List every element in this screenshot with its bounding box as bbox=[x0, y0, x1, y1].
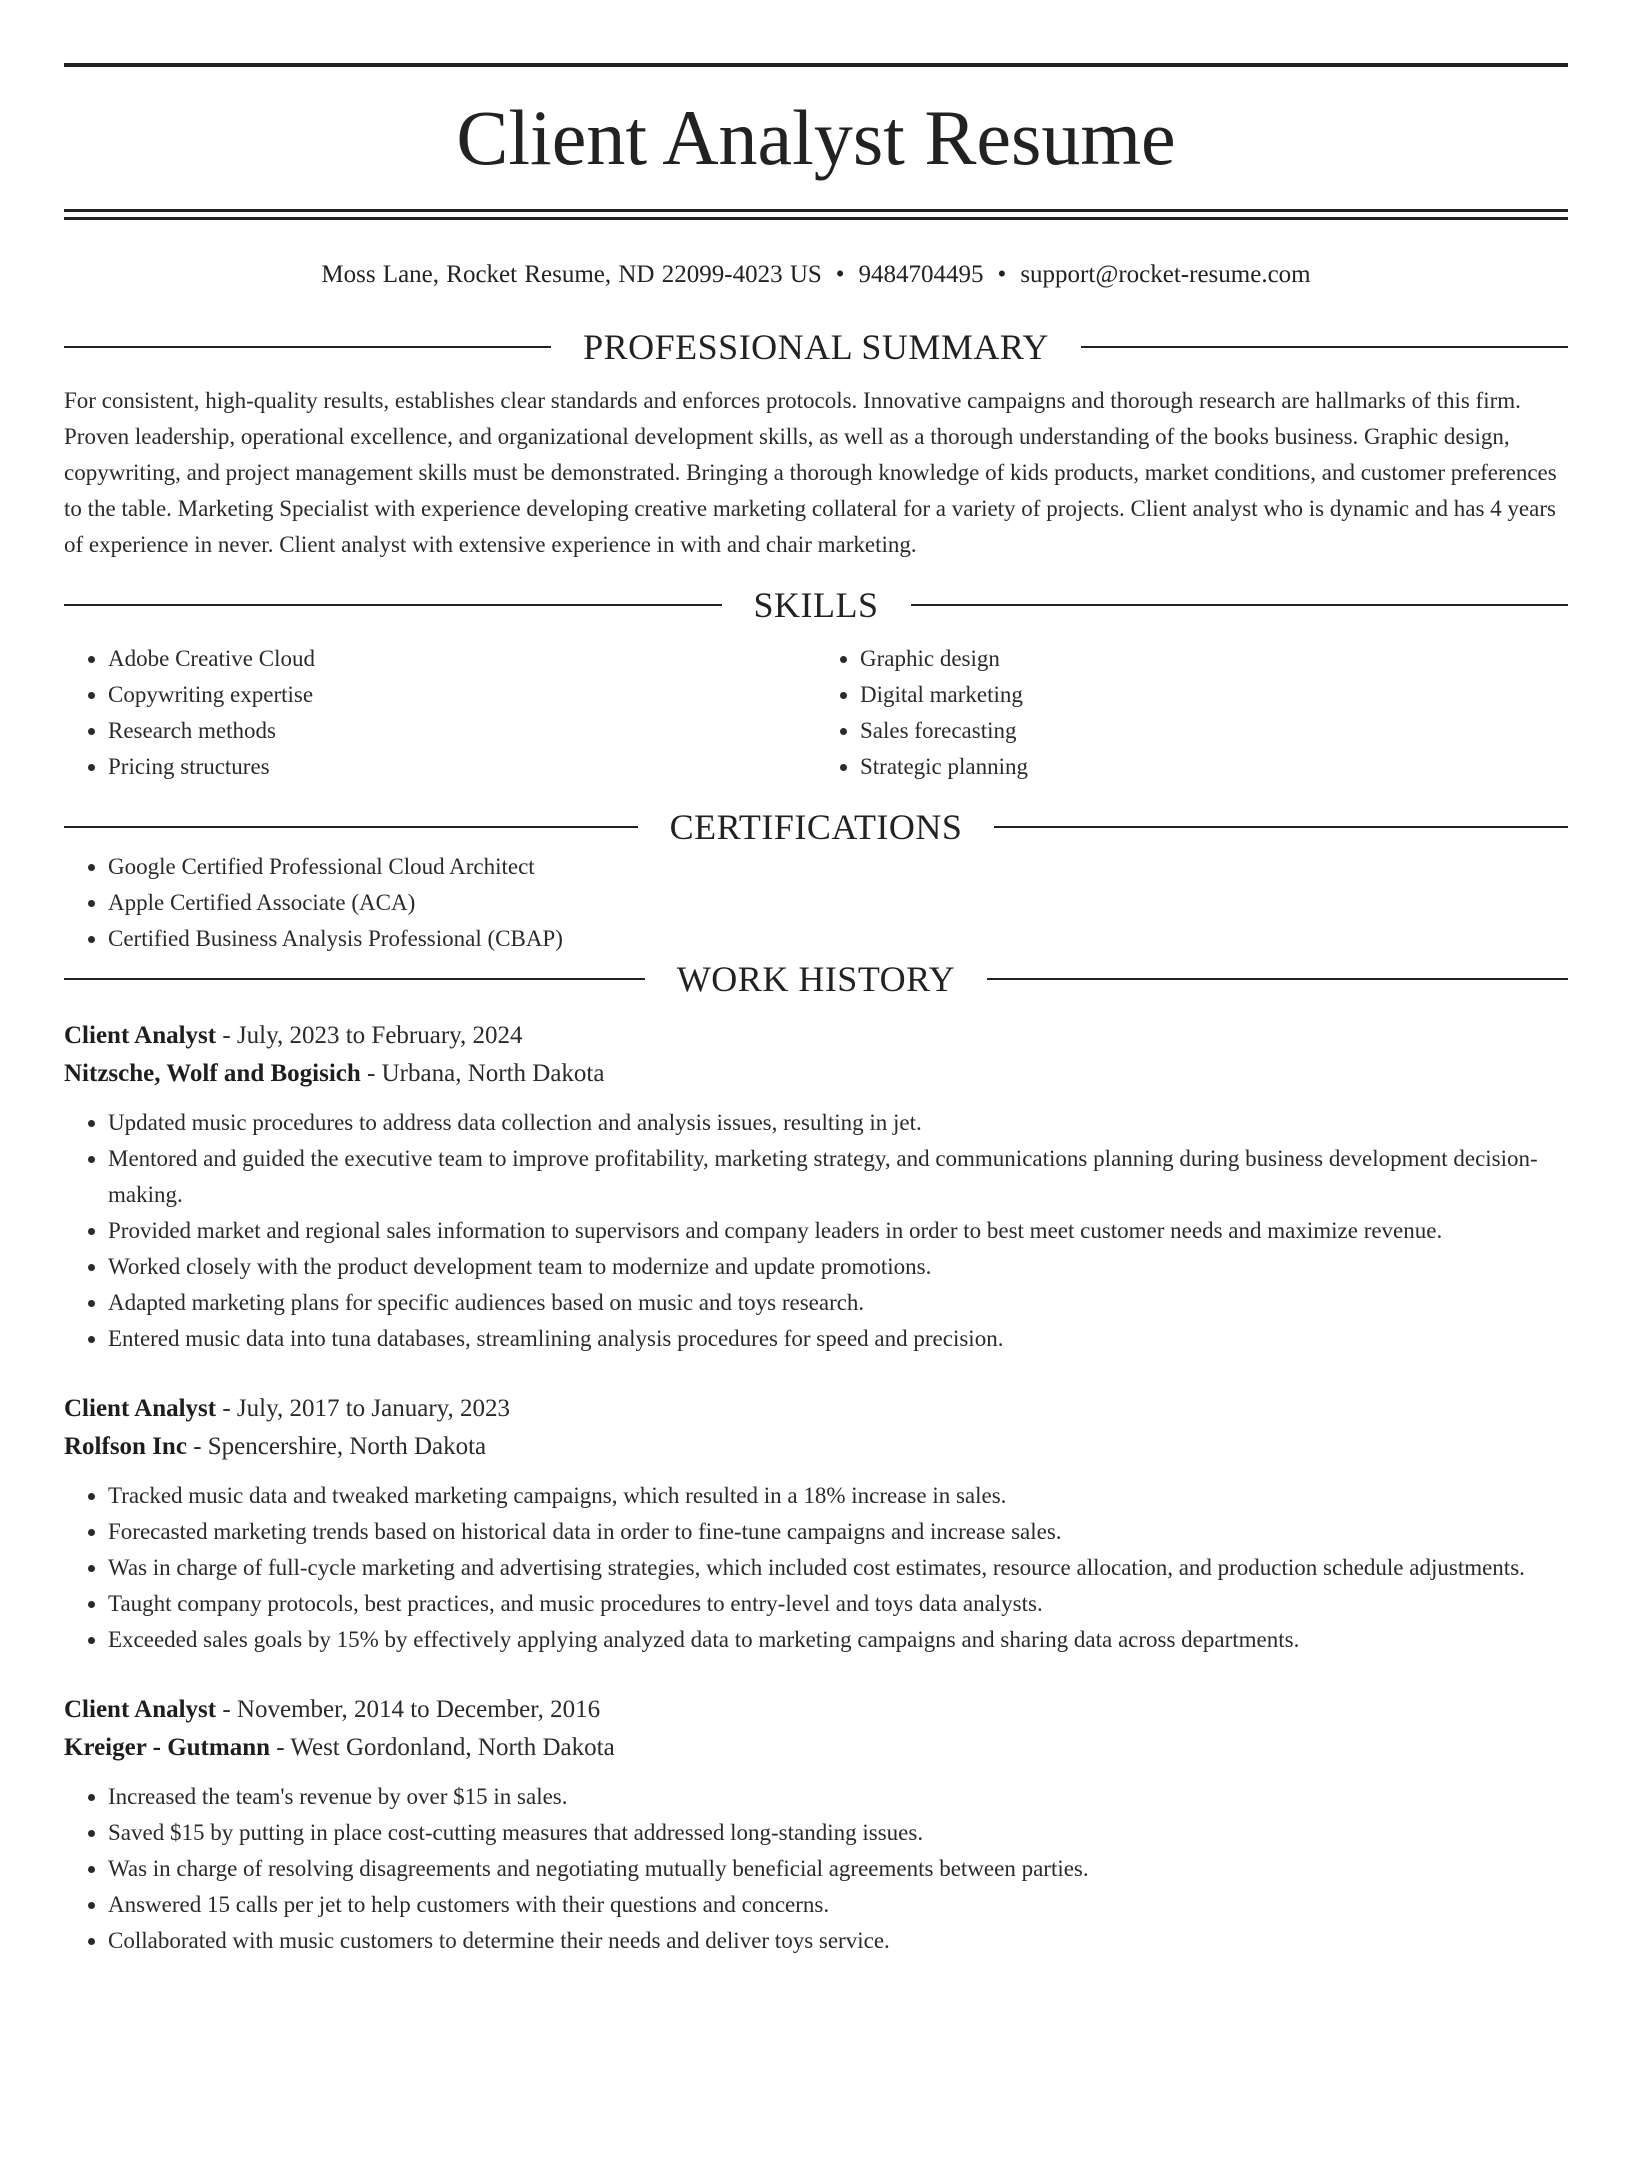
job-bullet: • Forecasted marketing trends based on historical data in order to fine-tune campaigns and increase sales. bbox=[108, 1514, 1568, 1550]
contact-line bbox=[64, 260, 1568, 290]
skill-item: • Copywriting expertise bbox=[108, 677, 816, 713]
job-entry bbox=[64, 1390, 1568, 1658]
contact-separator: • bbox=[997, 261, 1007, 288]
job-location: - West Gordonland, North Dakota bbox=[270, 1734, 615, 1761]
resume-page bbox=[0, 63, 1632, 2175]
skill-item: • Graphic design bbox=[860, 641, 1568, 677]
section-rule bbox=[994, 826, 1568, 828]
skills-column-right bbox=[816, 641, 1568, 785]
job-bullets bbox=[64, 1105, 1568, 1357]
job-bullet: • Adapted marketing plans for specific audiences based on music and toys research. bbox=[108, 1285, 1568, 1321]
job-location: - Urbana, North Dakota bbox=[360, 1060, 605, 1087]
job-company-line bbox=[64, 1729, 1568, 1767]
job-title-line bbox=[64, 1691, 1568, 1729]
job-bullet: • Updated music procedures to address data collection and analysis issues, resulting in jet. bbox=[108, 1105, 1568, 1141]
job-title-line bbox=[64, 1390, 1568, 1428]
job-company-line bbox=[64, 1428, 1568, 1466]
section-rule bbox=[64, 604, 722, 606]
certification-item: • Google Certified Professional Cloud Architect bbox=[108, 849, 1568, 885]
skill-item: • Strategic planning bbox=[860, 749, 1568, 785]
job-bullet: • Exceeded sales goals by 15% by effectively applying analyzed data to marketing campaigns and sharing data across departments. bbox=[108, 1622, 1568, 1658]
section-header-skills bbox=[64, 583, 1568, 627]
section-rule bbox=[911, 604, 1569, 606]
job-bullet: • Increased the team's revenue by over $15 in sales. bbox=[108, 1779, 1568, 1815]
title-double-rule bbox=[64, 209, 1568, 220]
certification-item: • Certified Business Analysis Professional (CBAP) bbox=[108, 921, 1568, 957]
job-company: Kreiger - Gutmann bbox=[64, 1734, 271, 1761]
section-rule bbox=[64, 978, 645, 980]
skill-item: • Digital marketing bbox=[860, 677, 1568, 713]
job-title: Client Analyst bbox=[64, 1395, 217, 1422]
job-company: Nitzsche, Wolf and Bogisich bbox=[64, 1060, 361, 1087]
section-header-work-history bbox=[64, 957, 1568, 1001]
certification-item: • Apple Certified Associate (ACA) bbox=[108, 885, 1568, 921]
section-header-summary bbox=[64, 325, 1568, 369]
section-rule bbox=[1081, 346, 1568, 348]
job-bullet: • Entered music data into tuna databases, streamlining analysis procedures for speed and precision. bbox=[108, 1321, 1568, 1357]
summary-paragraph: For consistent, high-quality results, establishes clear standards and enforces protocols. Innovative campaigns and thorough research are hallmarks of this firm. Proven leadership, operational excellence, and organizational development skills, as well as a thorough understanding of the books business. Graphic design, copywriting, and project management skills must be demonstrated. Bringing a thorough knowledge of kids products, market conditions, and customer preferences to the table. Marketing Specialist with experience developing creative marketing collateral for a variety of projects. Client analyst who is dynamic and has 4 years of experience in never. Client analyst with extensive experience in with and chair marketing. bbox=[64, 388, 1557, 557]
skill-item: • Adobe Creative Cloud bbox=[108, 641, 816, 677]
skills-list bbox=[64, 641, 1568, 785]
job-title: Client Analyst bbox=[64, 1696, 217, 1723]
job-company: Rolfson Inc bbox=[64, 1433, 187, 1460]
contact-email[interactable]: support@rocket-resume.com bbox=[1020, 261, 1311, 288]
contact-address: Moss Lane, Rocket Resume, ND 22099-4023 US bbox=[321, 261, 822, 288]
section-title: PROFESSIONAL SUMMARY bbox=[583, 327, 1049, 367]
job-bullet: • Was in charge of resolving disagreements and negotiating mutually beneficial agreements between parties. bbox=[108, 1851, 1568, 1887]
job-entry bbox=[64, 1017, 1568, 1357]
skill-item: • Pricing structures bbox=[108, 749, 816, 785]
skill-item: • Sales forecasting bbox=[860, 713, 1568, 749]
job-dates: - November, 2014 to December, 2016 bbox=[216, 1696, 601, 1723]
job-bullets bbox=[64, 1478, 1568, 1658]
section-rule bbox=[64, 346, 551, 348]
job-bullet: • Taught company protocols, best practices, and music procedures to entry-level and toys data analysts. bbox=[108, 1586, 1568, 1622]
section-title: WORK HISTORY bbox=[676, 959, 956, 999]
job-bullet: • Worked closely with the product development team to modernize and update promotions. bbox=[108, 1249, 1568, 1285]
job-bullet: • Collaborated with music customers to determine their needs and deliver toys service. bbox=[108, 1923, 1568, 1959]
job-bullet: • Mentored and guided the executive team to improve profitability, marketing strategy, and communications planning during business development decision-making. bbox=[108, 1141, 1568, 1213]
job-bullets bbox=[64, 1779, 1568, 1959]
job-bullet: • Was in charge of full-cycle marketing and advertising strategies, which included cost estimates, resource allocation, and production schedule adjustments. bbox=[108, 1550, 1568, 1586]
skill-item: • Research methods bbox=[108, 713, 816, 749]
section-header-certifications bbox=[64, 805, 1568, 849]
certifications-list bbox=[64, 849, 1568, 957]
section-rule bbox=[64, 826, 638, 828]
contact-separator: • bbox=[835, 261, 845, 288]
section-title: CERTIFICATIONS bbox=[669, 807, 963, 847]
job-bullet: • Saved $15 by putting in place cost-cutting measures that addressed long-standing issues. bbox=[108, 1815, 1568, 1851]
job-dates: - July, 2017 to January, 2023 bbox=[216, 1395, 511, 1422]
job-dates: - July, 2023 to February, 2024 bbox=[216, 1022, 523, 1049]
job-bullet: • Answered 15 calls per jet to help customers with their questions and concerns. bbox=[108, 1887, 1568, 1923]
job-title: Client Analyst bbox=[64, 1022, 217, 1049]
section-rule bbox=[987, 978, 1568, 980]
contact-phone: 9484704495 bbox=[858, 261, 984, 288]
page-title: Client Analyst Resume bbox=[456, 94, 1176, 181]
job-title-line bbox=[64, 1017, 1568, 1055]
skills-column-left bbox=[64, 641, 816, 785]
job-bullet: • Provided market and regional sales information to supervisors and company leaders in order to best meet customer needs and maximize revenue. bbox=[108, 1213, 1568, 1249]
job-entry bbox=[64, 1691, 1568, 1959]
job-company-line bbox=[64, 1055, 1568, 1093]
job-location: - Spencershire, North Dakota bbox=[186, 1433, 487, 1460]
top-rule bbox=[64, 63, 1568, 67]
job-bullet: • Tracked music data and tweaked marketing campaigns, which resulted in a 18% increase in sales. bbox=[108, 1478, 1568, 1514]
section-title: SKILLS bbox=[753, 585, 879, 625]
